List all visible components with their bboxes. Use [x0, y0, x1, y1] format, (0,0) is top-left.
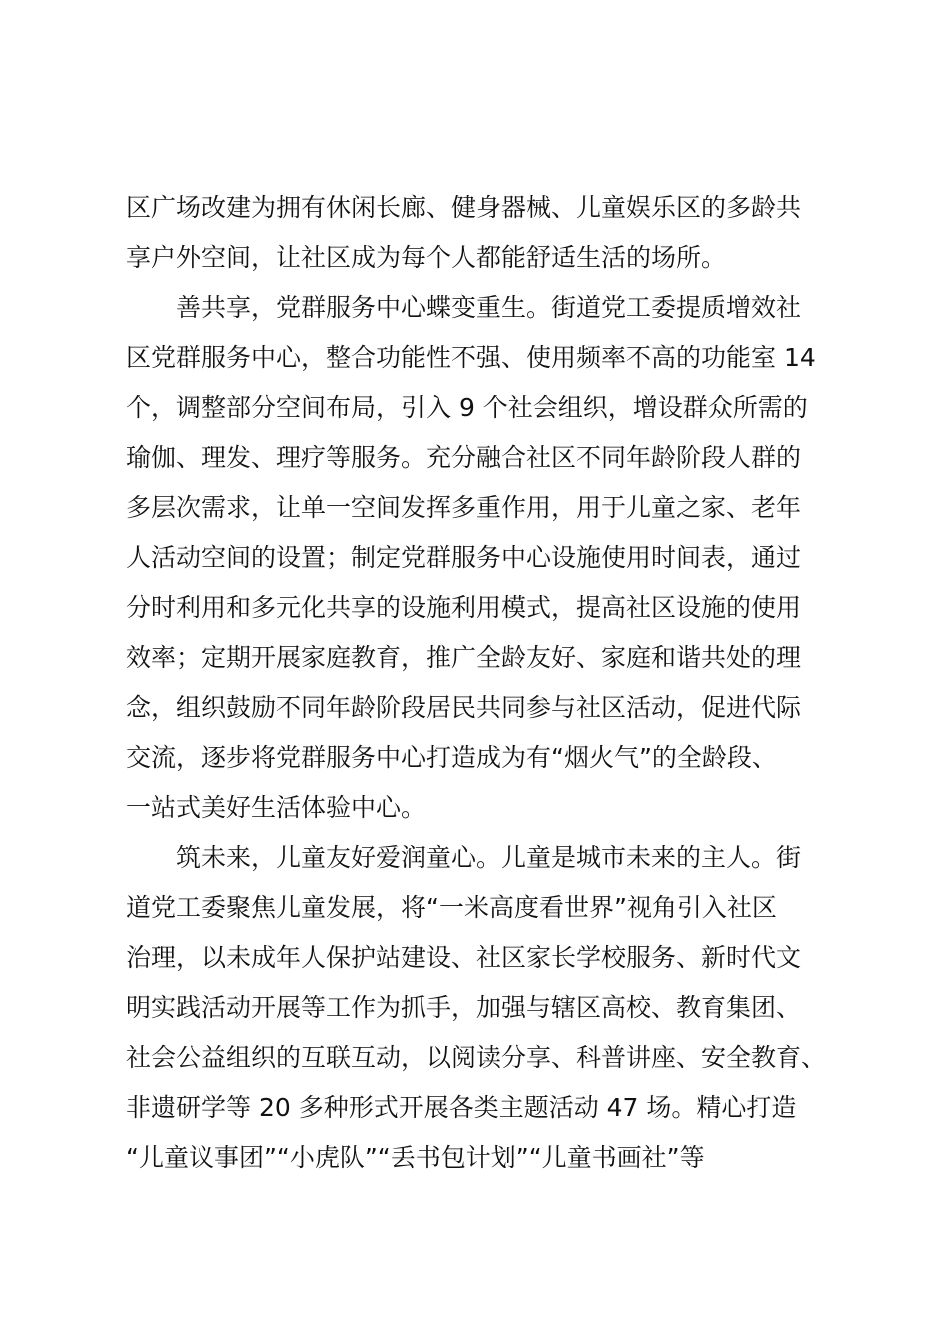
text-line: 人活动空间的设置；制定党群服务中心设施使用时间表，通过	[126, 543, 802, 572]
text-line: 多层次需求，让单一空间发挥多重作用，用于儿童之家、老年	[126, 493, 802, 522]
text-line: 道党工委聚焦儿童发展，将“一米高度看世界”视角引入社区	[126, 893, 777, 922]
text-line: 社会公益组织的互联互动，以阅读分享、科普讲座、安全教育、	[126, 1043, 827, 1072]
text-line: 效率；定期开展家庭教育，推广全龄友好、家庭和谐共处的理	[126, 643, 802, 672]
text-line: 分时利用和多元化共享的设施利用模式，提高社区设施的使用	[126, 593, 802, 622]
text-line: 瑜伽、理发、理疗等服务。充分融合社区不同年龄阶段人群的	[126, 443, 802, 472]
text-line: 一站式美好生活体验中心。	[126, 793, 427, 822]
text-line: 个，调整部分空间布局，引入 9 个社会组织，增设群众所需的	[126, 393, 808, 422]
text-line: “儿童议事团”“小虎队”“丢书包计划”“儿童书画社”等	[126, 1143, 705, 1172]
paragraph-start-line: 筑未来，儿童友好爱润童心。儿童是城市未来的主人。街	[176, 843, 802, 872]
text-line: 治理，以未成年人保护站建设、社区家长学校服务、新时代文	[126, 943, 802, 972]
text-line: 区党群服务中心，整合功能性不强、使用频率不高的功能室 14	[126, 343, 816, 372]
text-line: 明实践活动开展等工作为抓手，加强与辖区高校、教育集团、	[126, 993, 802, 1022]
text-line: 非遗研学等 20 多种形式开展各类主题活动 47 场。精心打造	[126, 1093, 797, 1122]
text-line: 区广场改建为拥有休闲长廊、健身器械、儿童娱乐区的多龄共	[126, 193, 802, 222]
text-line: 交流，逐步将党群服务中心打造成为有“烟火气”的全龄段、	[126, 743, 777, 772]
body-text	[126, 183, 836, 1183]
paragraph-start-line: 善共享，党群服务中心蝶变重生。街道党工委提质增效社	[176, 293, 802, 322]
text-line: 念，组织鼓励不同年龄阶段居民共同参与社区活动，促进代际	[126, 693, 802, 722]
text-line: 享户外空间，让社区成为每个人都能舒适生活的场所。	[126, 243, 727, 272]
